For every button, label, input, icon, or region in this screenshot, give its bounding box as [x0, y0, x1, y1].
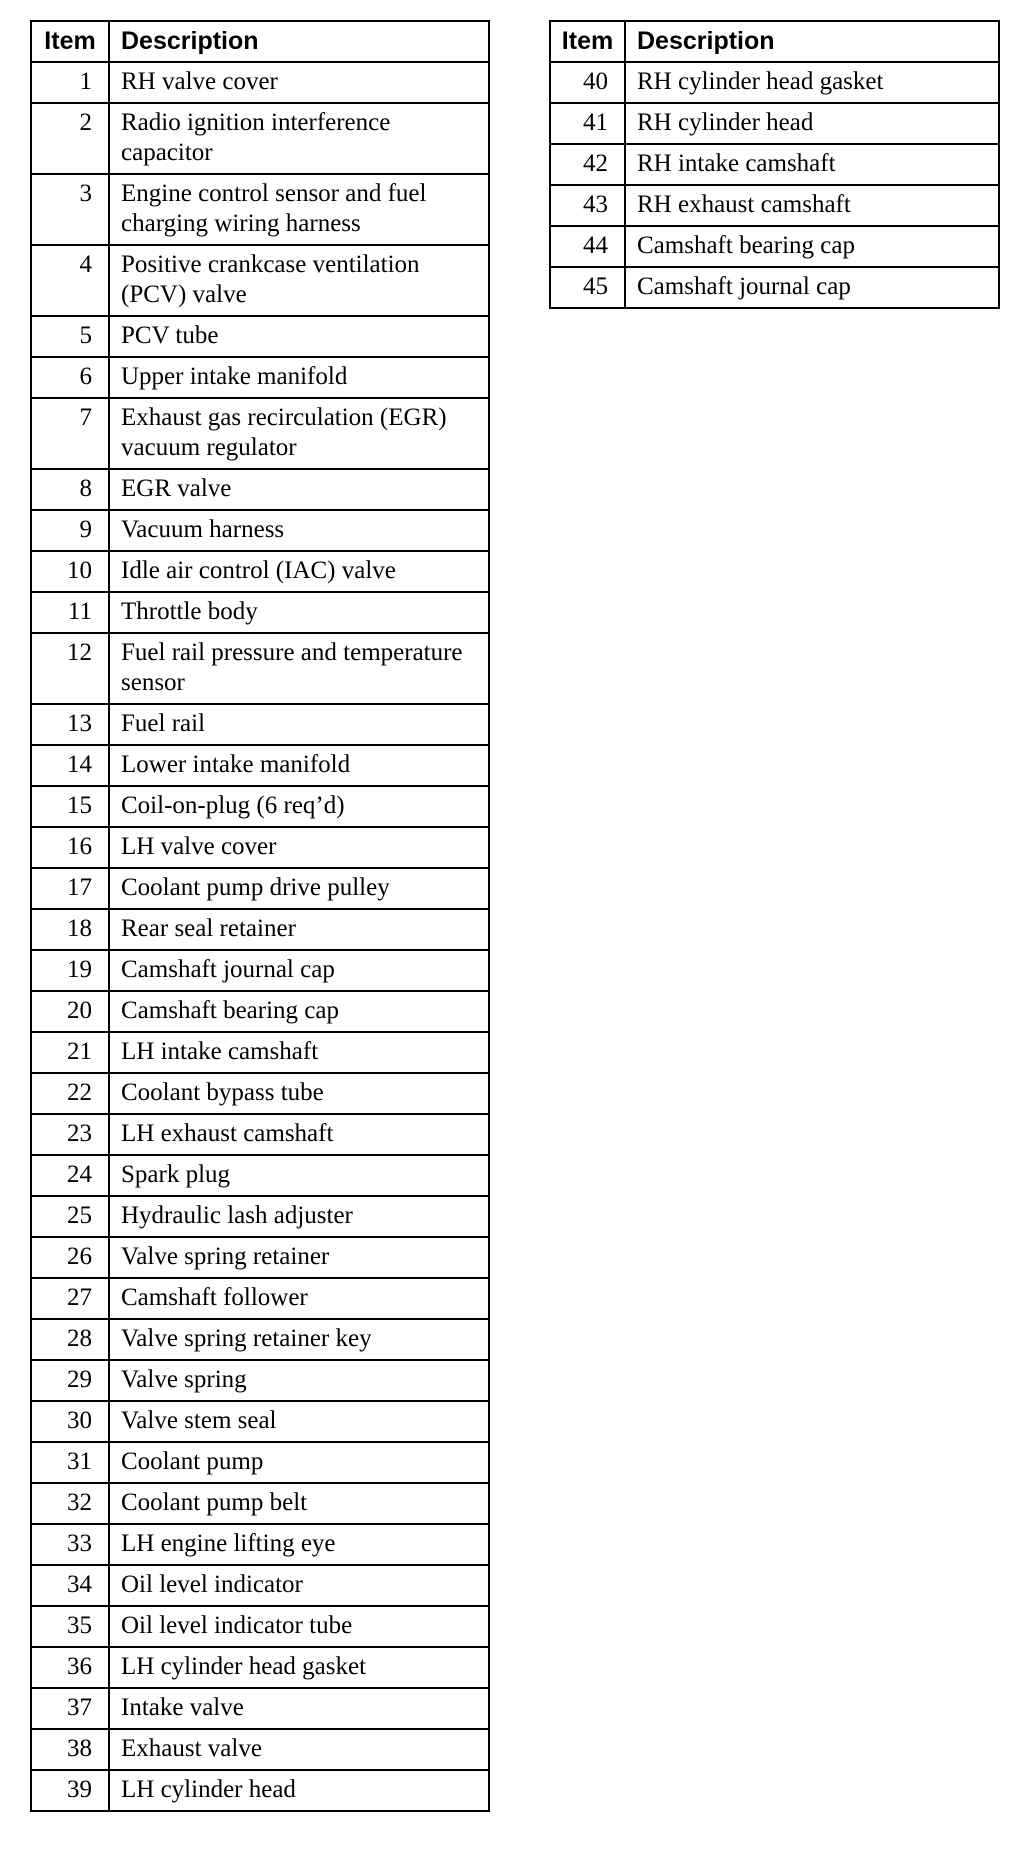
- item-number: 22: [31, 1073, 109, 1114]
- table-row: [31, 1606, 489, 1647]
- item-description: Intake valve: [109, 1688, 489, 1729]
- table-row: [31, 745, 489, 786]
- table-row: [31, 469, 489, 510]
- table-header-row: [31, 21, 489, 62]
- item-number: 42: [550, 144, 625, 185]
- item-number: 41: [550, 103, 625, 144]
- header-item: Item: [550, 21, 625, 62]
- table-row: [550, 226, 999, 267]
- item-number: 31: [31, 1442, 109, 1483]
- item-description: Exhaust valve: [109, 1729, 489, 1770]
- item-description: LH cylinder head gasket: [109, 1647, 489, 1688]
- item-description: Coolant pump belt: [109, 1483, 489, 1524]
- item-number: 43: [550, 185, 625, 226]
- table-row: [31, 103, 489, 174]
- item-number: 15: [31, 786, 109, 827]
- item-number: 39: [31, 1770, 109, 1811]
- item-number: 29: [31, 1360, 109, 1401]
- table-row: [550, 103, 999, 144]
- header-item: Item: [31, 21, 109, 62]
- item-description: PCV tube: [109, 316, 489, 357]
- item-description: Camshaft journal cap: [109, 950, 489, 991]
- item-description: Coolant pump drive pulley: [109, 868, 489, 909]
- table-row: [31, 62, 489, 103]
- table-row: [550, 185, 999, 226]
- item-description: RH exhaust camshaft: [625, 185, 999, 226]
- item-number: 24: [31, 1155, 109, 1196]
- item-number: 33: [31, 1524, 109, 1565]
- item-number: 3: [31, 174, 109, 245]
- item-number: 5: [31, 316, 109, 357]
- parts-table-left-body: [31, 62, 489, 1811]
- item-description: Engine control sensor and fuel charging wiring harness: [109, 174, 489, 245]
- item-description: RH cylinder head gasket: [625, 62, 999, 103]
- table-row: [31, 316, 489, 357]
- table-row: [31, 1442, 489, 1483]
- item-description: LH valve cover: [109, 827, 489, 868]
- item-description: Exhaust gas recirculation (EGR) vacuum regulator: [109, 398, 489, 469]
- table-row: [31, 1196, 489, 1237]
- item-number: 25: [31, 1196, 109, 1237]
- table-row: [31, 1155, 489, 1196]
- item-description: EGR valve: [109, 469, 489, 510]
- item-number: 18: [31, 909, 109, 950]
- item-number: 13: [31, 704, 109, 745]
- table-row: [31, 827, 489, 868]
- item-number: 28: [31, 1319, 109, 1360]
- item-number: 4: [31, 245, 109, 316]
- item-description: Throttle body: [109, 592, 489, 633]
- item-description: Fuel rail: [109, 704, 489, 745]
- table-row: [31, 1360, 489, 1401]
- item-description: LH intake camshaft: [109, 1032, 489, 1073]
- item-number: 35: [31, 1606, 109, 1647]
- header-description: Description: [109, 21, 489, 62]
- item-number: 9: [31, 510, 109, 551]
- table-row: [31, 398, 489, 469]
- item-number: 10: [31, 551, 109, 592]
- table-row: [31, 1278, 489, 1319]
- item-description: LH engine lifting eye: [109, 1524, 489, 1565]
- table-row: [31, 1688, 489, 1729]
- item-number: 40: [550, 62, 625, 103]
- item-number: 2: [31, 103, 109, 174]
- table-row: [31, 1237, 489, 1278]
- item-number: 23: [31, 1114, 109, 1155]
- item-description: Positive crankcase ventilation (PCV) valve: [109, 245, 489, 316]
- table-row: [31, 1073, 489, 1114]
- item-description: Upper intake manifold: [109, 357, 489, 398]
- item-description: Oil level indicator tube: [109, 1606, 489, 1647]
- item-number: 20: [31, 991, 109, 1032]
- table-row: [31, 174, 489, 245]
- header-description: Description: [625, 21, 999, 62]
- item-description: LH cylinder head: [109, 1770, 489, 1811]
- item-number: 8: [31, 469, 109, 510]
- item-number: 17: [31, 868, 109, 909]
- table-row: [550, 62, 999, 103]
- item-description: Coolant pump: [109, 1442, 489, 1483]
- item-number: 6: [31, 357, 109, 398]
- item-description: Vacuum harness: [109, 510, 489, 551]
- table-row: [31, 633, 489, 704]
- table-row: [31, 868, 489, 909]
- item-description: Coolant bypass tube: [109, 1073, 489, 1114]
- table-row: [31, 592, 489, 633]
- item-description: Rear seal retainer: [109, 909, 489, 950]
- item-description: LH exhaust camshaft: [109, 1114, 489, 1155]
- item-description: Radio ignition interference capacitor: [109, 103, 489, 174]
- item-number: 26: [31, 1237, 109, 1278]
- table-row: [31, 991, 489, 1032]
- item-number: 45: [550, 267, 625, 308]
- item-number: 34: [31, 1565, 109, 1606]
- item-description: Oil level indicator: [109, 1565, 489, 1606]
- item-description: Valve spring retainer key: [109, 1319, 489, 1360]
- table-row: [31, 1770, 489, 1811]
- item-description: Camshaft follower: [109, 1278, 489, 1319]
- parts-table-left: [30, 20, 490, 1812]
- item-number: 37: [31, 1688, 109, 1729]
- item-number: 30: [31, 1401, 109, 1442]
- table-row: [550, 267, 999, 308]
- table-row: [31, 786, 489, 827]
- table-row: [31, 1729, 489, 1770]
- item-description: Valve spring retainer: [109, 1237, 489, 1278]
- parts-table-right: [549, 20, 1000, 309]
- item-description: RH cylinder head: [625, 103, 999, 144]
- item-description: RH valve cover: [109, 62, 489, 103]
- item-description: Valve spring: [109, 1360, 489, 1401]
- table-row: [31, 1565, 489, 1606]
- item-number: 14: [31, 745, 109, 786]
- item-description: Lower intake manifold: [109, 745, 489, 786]
- table-row: [550, 144, 999, 185]
- item-number: 16: [31, 827, 109, 868]
- item-number: 44: [550, 226, 625, 267]
- item-description: Valve stem seal: [109, 1401, 489, 1442]
- item-number: 19: [31, 950, 109, 991]
- item-description: Fuel rail pressure and temperature sensor: [109, 633, 489, 704]
- item-number: 1: [31, 62, 109, 103]
- table-row: [31, 1483, 489, 1524]
- table-row: [31, 245, 489, 316]
- table-row: [31, 704, 489, 745]
- item-number: 32: [31, 1483, 109, 1524]
- table-row: [31, 357, 489, 398]
- item-number: 11: [31, 592, 109, 633]
- item-number: 12: [31, 633, 109, 704]
- table-row: [31, 1524, 489, 1565]
- item-description: Spark plug: [109, 1155, 489, 1196]
- item-description: Camshaft journal cap: [625, 267, 999, 308]
- parts-table-right-body: [550, 62, 999, 308]
- item-number: 27: [31, 1278, 109, 1319]
- item-description: Camshaft bearing cap: [625, 226, 999, 267]
- item-number: 7: [31, 398, 109, 469]
- item-description: Idle air control (IAC) valve: [109, 551, 489, 592]
- item-number: 21: [31, 1032, 109, 1073]
- table-row: [31, 909, 489, 950]
- item-description: Hydraulic lash adjuster: [109, 1196, 489, 1237]
- item-number: 38: [31, 1729, 109, 1770]
- item-description: RH intake camshaft: [625, 144, 999, 185]
- table-row: [31, 510, 489, 551]
- table-row: [31, 1319, 489, 1360]
- table-row: [31, 1647, 489, 1688]
- table-header-row: [550, 21, 999, 62]
- table-row: [31, 1114, 489, 1155]
- item-number: 36: [31, 1647, 109, 1688]
- table-row: [31, 1032, 489, 1073]
- item-description: Camshaft bearing cap: [109, 991, 489, 1032]
- table-row: [31, 1401, 489, 1442]
- table-row: [31, 551, 489, 592]
- table-row: [31, 950, 489, 991]
- item-description: Coil-on-plug (6 req’d): [109, 786, 489, 827]
